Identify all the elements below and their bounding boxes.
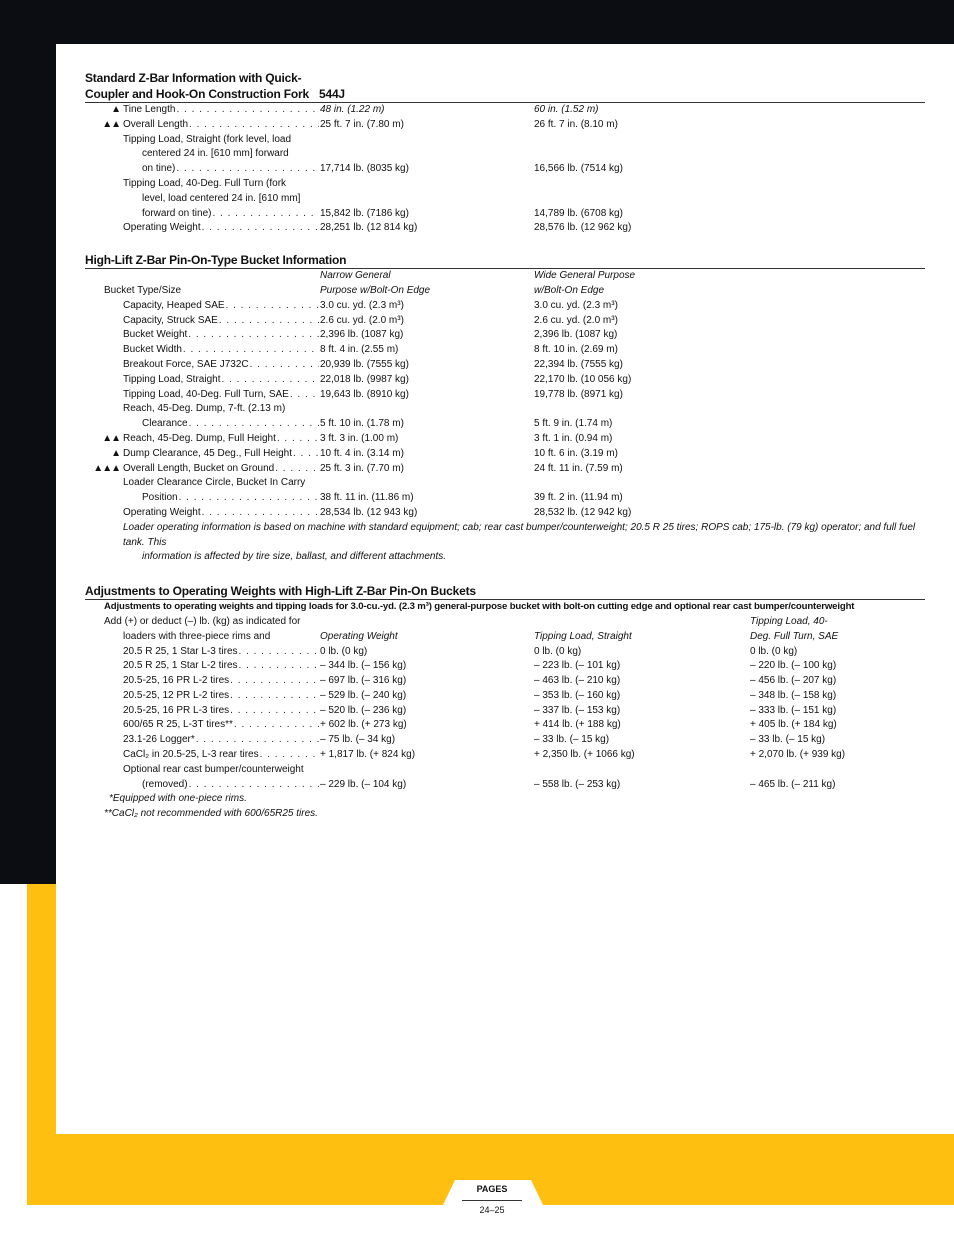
spec-row <box>85 718 925 733</box>
spec-row <box>85 207 925 222</box>
spec-value-col1: – 344 lb. (– 156 kg) <box>320 660 407 672</box>
dot-leader <box>188 328 319 343</box>
spec-row <box>85 417 925 432</box>
dot-leader <box>293 447 319 462</box>
spec-value-col1: – 75 lb. (– 34 kg) <box>320 734 396 746</box>
bucket-col1-head-2: Purpose w/Bolt-On Edge <box>320 284 431 296</box>
adjustments-subtitle <box>85 600 925 615</box>
spec-label-text: on tine) <box>142 163 176 175</box>
spec-label-text: Operating Weight <box>123 222 201 234</box>
spec-row <box>85 328 925 343</box>
spec-row <box>85 388 925 403</box>
spec-label-text: Reach, 45-Deg. Dump, Full Height <box>123 432 276 444</box>
spec-label <box>123 358 319 373</box>
dot-leader <box>202 506 319 521</box>
spec-row <box>85 748 925 763</box>
spec-label-text: CaCl₂ in 20.5-25, L-3 rear tires <box>123 749 259 761</box>
footer-pages-label: PAGES <box>476 1184 508 1194</box>
spec-label-text: Capacity, Struck SAE <box>123 314 218 326</box>
spec-label-text: (removed) <box>142 778 188 790</box>
spec-value-col1: – 529 lb. (– 240 kg) <box>320 689 407 701</box>
spec-label-text: 20.5 R 25, 1 Star L-2 tires <box>123 660 238 672</box>
spec-value-col3: 0 lb. (0 kg) <box>750 645 798 657</box>
adj-head-row2 <box>85 630 925 645</box>
model-label: 544J <box>319 87 345 101</box>
spec-label <box>142 491 319 506</box>
dot-leader <box>212 207 319 222</box>
dot-leader <box>275 462 319 477</box>
adj-col3-head-2: Deg. Full Turn, SAE <box>750 630 839 642</box>
spec-value-col2: – 223 lb. (– 101 kg) <box>534 660 621 672</box>
section-fork-header <box>85 70 925 103</box>
spec-label-text: 23.1-26 Logger* <box>123 734 195 746</box>
spec-label <box>142 192 300 207</box>
spec-value-col3: – 33 lb. (– 15 kg) <box>750 734 826 746</box>
spec-label <box>123 704 319 719</box>
spec-label <box>123 689 319 704</box>
bucket-col-head-row1 <box>85 269 925 284</box>
spec-value-col2: 24 ft. 11 in. (7.59 m) <box>534 462 623 474</box>
spec-row <box>85 462 925 477</box>
spec-label-text: Optional rear cast bumper/counterweight <box>123 763 304 775</box>
triangle-marker-icon: ▲ <box>111 447 120 459</box>
spec-value-col2: 28,532 lb. (12 942 kg) <box>534 506 632 518</box>
spec-value-col1: 28,534 lb. (12 943 kg) <box>320 506 418 518</box>
spec-label <box>123 103 319 118</box>
spec-row <box>85 689 925 704</box>
spec-value-col2: 28,576 lb. (12 962 kg) <box>534 222 632 234</box>
spec-row <box>85 147 925 162</box>
spec-value-col1: – 520 lb. (– 236 kg) <box>320 704 407 716</box>
spec-row <box>85 221 925 236</box>
dot-leader <box>239 659 319 674</box>
spec-value-col3: – 220 lb. (– 100 kg) <box>750 660 837 672</box>
spec-value-col2: – 33 lb. (– 15 kg) <box>534 734 610 746</box>
spec-label <box>123 118 319 133</box>
spec-label-text: Tipping Load, Straight <box>123 373 221 385</box>
spec-row <box>85 733 925 748</box>
spec-document <box>85 70 925 822</box>
spec-label <box>123 733 319 748</box>
dot-leader <box>239 645 319 660</box>
adj-intro-line1: Add (+) or deduct (–) lb. (kg) as indicated for <box>104 615 301 627</box>
spec-row <box>85 447 925 462</box>
spec-label-text: Tipping Load, Straight (fork level, load <box>123 133 292 145</box>
triangle-marker-icon: ▲▲▲ <box>93 462 120 474</box>
spec-value-col1: 15,842 lb. (7186 kg) <box>320 207 409 219</box>
spec-value-col2: 19,778 lb. (8971 kg) <box>534 388 623 400</box>
spec-row <box>85 314 925 329</box>
triangle-marker-icon: ▲▲ <box>102 432 120 444</box>
bucket-col1-head: Narrow General <box>320 270 391 282</box>
spec-row <box>85 432 925 447</box>
adj-head-row1 <box>85 615 925 630</box>
spec-value-col2: 26 ft. 7 in. (8.10 m) <box>534 118 618 130</box>
spec-label <box>123 177 286 192</box>
dot-leader <box>226 299 319 314</box>
spec-row <box>85 402 925 417</box>
section-adjustments-rows <box>85 645 925 793</box>
spec-value-col2: 14,789 lb. (6708 kg) <box>534 207 623 219</box>
spec-value-col1: – 697 lb. (– 316 kg) <box>320 675 407 687</box>
triangle-marker-icon: ▲▲ <box>102 118 120 130</box>
dot-leader <box>189 417 319 432</box>
spec-row <box>85 103 925 118</box>
spec-row <box>85 476 925 491</box>
dot-leader <box>277 432 319 447</box>
spec-label-text: Dump Clearance, 45 Deg., Full Height <box>123 447 292 459</box>
spec-label <box>123 402 285 417</box>
spec-value-col3: + 405 lb. (+ 184 kg) <box>750 719 837 731</box>
spec-label-text: Capacity, Heaped SAE <box>123 299 225 311</box>
dot-leader <box>176 103 319 118</box>
spec-label <box>142 417 319 432</box>
spec-label <box>123 388 319 403</box>
spec-row <box>85 659 925 674</box>
spec-label <box>123 506 319 521</box>
section-bucket-header <box>85 252 925 269</box>
spec-label-text: 20.5-25, 16 PR L-3 tires <box>123 704 230 716</box>
dot-leader <box>189 778 319 793</box>
dot-leader <box>179 491 319 506</box>
spec-label <box>123 221 319 236</box>
spec-label-text: 20.5 R 25, 1 Star L-3 tires <box>123 645 238 657</box>
spec-label <box>123 133 291 148</box>
spec-value-col2: 39 ft. 2 in. (11.94 m) <box>534 492 623 504</box>
dot-leader <box>290 388 319 403</box>
spec-value-col2: – 353 lb. (– 160 kg) <box>534 689 621 701</box>
spec-value-col1: 2,396 lb. (1087 kg) <box>320 329 404 341</box>
adjustments-subtitle-text: Adjustments to operating weights and tipping loads for 3.0-cu.-yd. (2.3 m³) general-purpose bucket with bolt-on cutting edge and optional rear cast bumper/counterweight <box>104 601 855 613</box>
spec-row <box>85 133 925 148</box>
spec-value-col2: 5 ft. 9 in. (1.74 m) <box>534 418 613 430</box>
spec-label-text: Tipping Load, 40-Deg. Full Turn, SAE <box>123 388 289 400</box>
section-fork-title-line1: Standard Z-Bar Information with Quick- <box>85 71 302 85</box>
spec-value-col1: 0 lb. (0 kg) <box>320 645 368 657</box>
spec-value-col2: 22,170 lb. (10 056 kg) <box>534 373 632 385</box>
spec-label-text: Overall Length, Bucket on Ground <box>123 462 275 474</box>
spec-value-col2: – 558 lb. (– 253 kg) <box>534 778 621 790</box>
spec-label-text: Reach, 45-Deg. Dump, 7-ft. (2.13 m) <box>123 403 286 415</box>
dot-leader <box>230 689 319 704</box>
spec-value-col2: 8 ft. 10 in. (2.69 m) <box>534 344 618 356</box>
operating-info-note-1: Loader operating information is based on machine with standard equipment; cab; rear cast bumper/counterweight; 20.5 R 25 tires; ROPS cab; 175-lb. (79 kg) operator; and full fuel tank. This <box>123 521 916 548</box>
spec-value-col2: + 414 lb. (+ 188 kg) <box>534 719 621 731</box>
spec-label <box>123 674 319 689</box>
spec-row <box>85 343 925 358</box>
spec-value-col2: 10 ft. 6 in. (3.19 m) <box>534 447 618 459</box>
spec-value-col1: 20,939 lb. (7555 kg) <box>320 358 409 370</box>
spec-label-text: Breakout Force, SAE J732C <box>123 358 249 370</box>
spec-label <box>123 314 319 329</box>
spec-label-text: Bucket Width <box>123 344 182 356</box>
spec-label <box>123 328 319 343</box>
spec-label <box>142 147 289 162</box>
footer-page-numbers: 24–25 <box>479 1205 505 1215</box>
spec-label-text: 20.5-25, 12 PR L-2 tires <box>123 689 230 701</box>
spec-row <box>85 763 925 778</box>
spec-value-col2: 60 in. (1.52 m) <box>534 104 599 115</box>
spec-label-text: forward on tine) <box>142 207 212 219</box>
adj-col1-head: Operating Weight <box>320 630 398 642</box>
spec-value-col2: – 337 lb. (– 153 kg) <box>534 704 621 716</box>
adj-intro-line2: loaders with three-piece rims and <box>123 630 271 642</box>
section-adjustments-header <box>85 583 925 600</box>
footnote-cacl2: **CaCl₂ not recommended with 600/65R25 tires. <box>104 808 318 820</box>
spec-value-col2: 3.0 cu. yd. (2.3 m³) <box>534 299 618 311</box>
bucket-type-label: Bucket Type/Size <box>104 284 182 296</box>
left-dark-band <box>0 0 56 884</box>
spec-value-col1: 48 in. (1.22 m) <box>320 104 385 115</box>
spec-value-col1: 25 ft. 3 in. (7.70 m) <box>320 462 404 474</box>
spec-label <box>123 447 319 462</box>
spec-row <box>85 491 925 506</box>
spec-label-text: Loader Clearance Circle, Bucket In Carry <box>123 477 306 489</box>
section-fork-title-line2: Coupler and Hook-On Construction Fork <box>85 87 309 101</box>
spec-value-col2: 0 lb. (0 kg) <box>534 645 582 657</box>
dot-leader <box>183 343 319 358</box>
spec-value-col3: – 465 lb. (– 211 kg) <box>750 778 836 790</box>
spec-value-col3: – 333 lb. (– 151 kg) <box>750 704 837 716</box>
spec-value-col1: 2.6 cu. yd. (2.0 m³) <box>320 314 404 326</box>
spec-label <box>123 373 319 388</box>
spec-label <box>142 162 319 177</box>
spec-value-col3: + 2,070 lb. (+ 939 kg) <box>750 749 846 761</box>
spec-label <box>123 462 319 477</box>
spec-label-text: Bucket Weight <box>123 329 188 341</box>
bucket-col2-head: Wide General Purpose <box>534 270 636 282</box>
section-fork-rows <box>85 103 925 236</box>
dot-leader <box>202 221 319 236</box>
spec-value-col1: 5 ft. 10 in. (1.78 m) <box>320 418 404 430</box>
spec-label-text: Clearance <box>142 418 188 430</box>
spec-value-col1: 3 ft. 3 in. (1.00 m) <box>320 432 399 444</box>
spec-value-col1: 3.0 cu. yd. (2.3 m³) <box>320 299 404 311</box>
spec-value-col2: 3 ft. 1 in. (0.94 m) <box>534 432 613 444</box>
spec-row <box>85 506 925 521</box>
spec-label-text: Tipping Load, 40-Deg. Full Turn (fork <box>123 177 287 189</box>
spec-value-col2: 2.6 cu. yd. (2.0 m³) <box>534 314 618 326</box>
spec-label-text: Overall Length <box>123 118 189 130</box>
section-adjustments-title: Adjustments to Operating Weights with High-Lift Z-Bar Pin-On Buckets <box>85 584 476 599</box>
spec-row <box>85 373 925 388</box>
dot-leader <box>234 718 319 733</box>
footnote-one-piece-rims: *Equipped with one-piece rims. <box>109 793 247 805</box>
spec-value-col1: 8 ft. 4 in. (2.55 m) <box>320 344 399 356</box>
spec-label-text: Operating Weight <box>123 506 201 518</box>
spec-row <box>85 192 925 207</box>
spec-value-col1: – 229 lb. (– 104 kg) <box>320 778 407 790</box>
spec-label <box>123 659 319 674</box>
spec-row <box>85 299 925 314</box>
adj-col2-head: Tipping Load, Straight <box>534 630 632 642</box>
spec-value-col3: – 348 lb. (– 158 kg) <box>750 689 837 701</box>
triangle-marker-icon: ▲ <box>111 104 120 115</box>
spec-label <box>142 778 319 793</box>
spec-value-col2: 2,396 lb. (1087 kg) <box>534 329 618 341</box>
spec-label <box>142 207 319 222</box>
spec-row <box>85 162 925 177</box>
spec-label <box>123 299 319 314</box>
dot-leader <box>189 118 319 133</box>
spec-row <box>85 645 925 660</box>
spec-value-col1: + 602 lb. (+ 273 kg) <box>320 719 407 731</box>
dot-leader <box>260 748 319 763</box>
spec-value-col2: 16,566 lb. (7514 kg) <box>534 163 623 175</box>
dot-leader <box>196 733 319 748</box>
spec-label-text: centered 24 in. [610 mm] forward <box>142 148 289 160</box>
spec-value-col3: – 456 lb. (– 207 kg) <box>750 675 837 687</box>
dot-leader <box>230 704 319 719</box>
dot-leader <box>250 358 319 373</box>
top-dark-band <box>0 0 954 44</box>
dot-leader <box>176 162 319 177</box>
spec-value-col2: + 2,350 lb. (+ 1066 kg) <box>534 749 635 761</box>
bucket-col-head-row2 <box>85 284 925 299</box>
spec-label <box>123 343 319 358</box>
spec-value-col1: 25 ft. 7 in. (7.80 m) <box>320 118 404 130</box>
spec-label <box>123 718 319 733</box>
bucket-col2-head-2: w/Bolt-On Edge <box>534 284 605 296</box>
spec-label-text: 600/65 R 25, L-3T tires** <box>123 719 233 731</box>
spec-label <box>123 763 304 778</box>
spec-value-col1: 19,643 lb. (8910 kg) <box>320 388 409 400</box>
spec-row <box>85 778 925 793</box>
spec-label <box>123 748 319 763</box>
spec-value-col2: – 463 lb. (– 210 kg) <box>534 675 621 687</box>
spec-value-col1: 22,018 lb. (9987 kg) <box>320 373 409 385</box>
spec-row <box>85 118 925 133</box>
section-bucket-rows <box>85 299 925 521</box>
operating-info-note-2: information is affected by tire size, ballast, and different attachments. <box>142 551 447 563</box>
spec-label-text: 20.5-25, 16 PR L-2 tires <box>123 675 230 687</box>
spec-value-col1: 17,714 lb. (8035 kg) <box>320 163 409 175</box>
spec-row <box>85 358 925 373</box>
dot-leader <box>219 314 319 329</box>
spec-value-col1: + 1,817 lb. (+ 824 kg) <box>320 749 416 761</box>
spec-row <box>85 177 925 192</box>
dot-leader <box>221 373 319 388</box>
spec-label <box>123 645 319 660</box>
spec-label <box>123 432 319 447</box>
spec-label-text: level, load centered 24 in. [610 mm] <box>142 192 301 204</box>
spec-label-text: Tine Length <box>123 104 176 115</box>
spec-label <box>123 476 305 491</box>
adj-col3-head-1: Tipping Load, 40- <box>750 615 828 627</box>
footer-divider <box>462 1200 522 1201</box>
spec-value-col1: 28,251 lb. (12 814 kg) <box>320 222 418 234</box>
dot-leader <box>230 674 319 689</box>
section-bucket-title: High-Lift Z-Bar Pin-On-Type Bucket Information <box>85 253 347 268</box>
spec-row <box>85 704 925 719</box>
spec-label-text: Position <box>142 492 178 504</box>
spec-row <box>85 674 925 689</box>
spec-value-col1: 10 ft. 4 in. (3.14 m) <box>320 447 404 459</box>
spec-value-col1: 38 ft. 11 in. (11.86 m) <box>320 492 414 504</box>
spec-value-col2: 22,394 lb. (7555 kg) <box>534 358 623 370</box>
